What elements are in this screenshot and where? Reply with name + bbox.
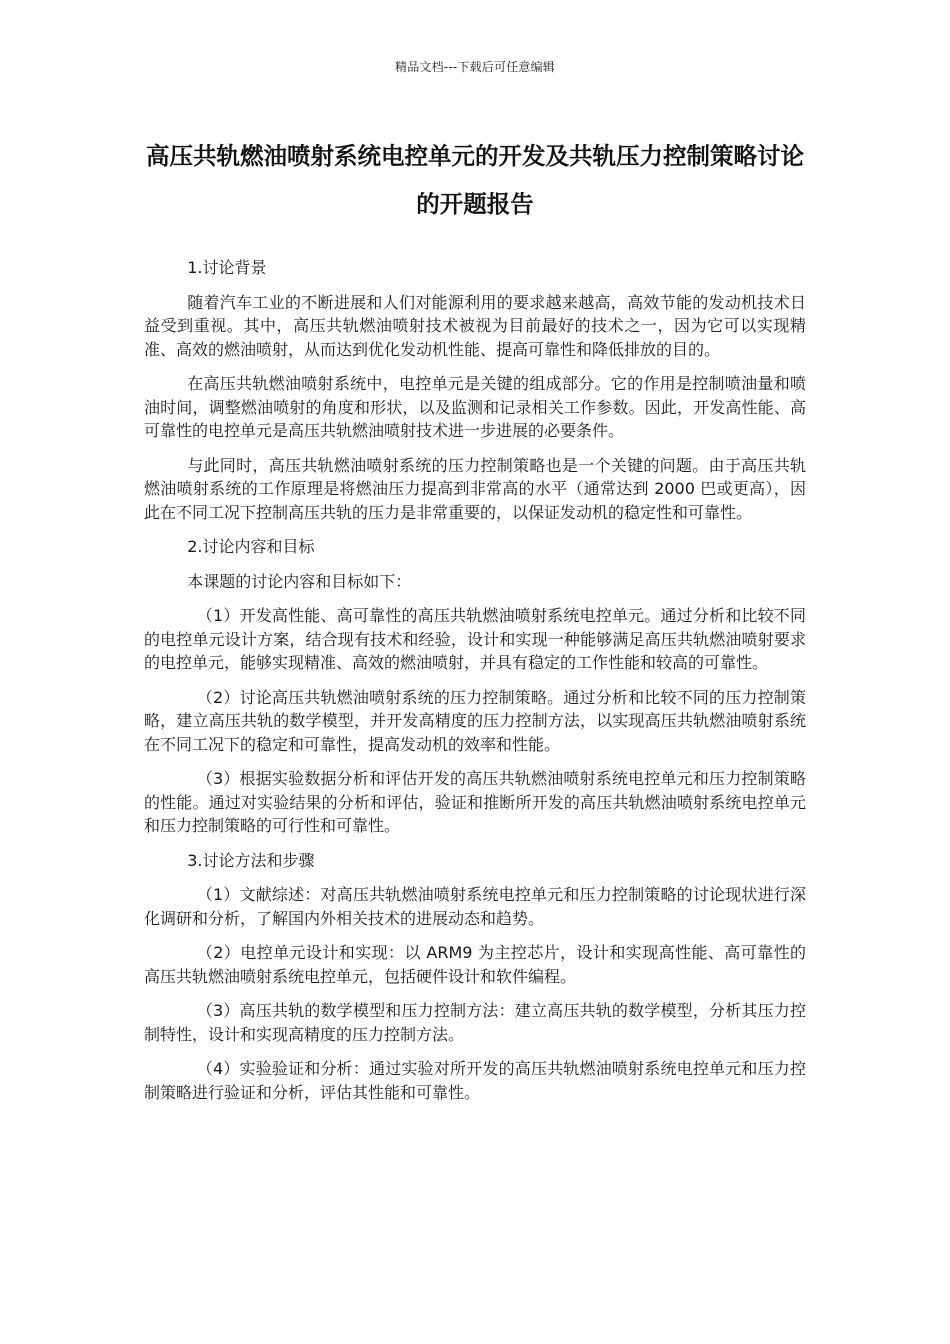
paragraph: 在高压共轨燃油喷射系统中，电控单元是关键的组成部分。它的作用是控制喷油量和喷油时间，调整燃油喷射的角度和形状，以及监测和记录相关工作参数。因此，开发高性能、高可靠性的电控单元是高压共轨燃油喷射技术进一步进展的必要条件。 [144, 374, 806, 440]
list-item: （2）讨论高压共轨燃油喷射系统的压力控制策略。通过分析和比较不同的压力控制策略，建立高压共轨的数学模型，并开发高精度的压力控制方法，以实现高压共轨燃油喷射系统在不同工况下的稳定和可靠性，提高发动机的效率和性能。 [144, 687, 806, 754]
paragraph: 与此同时，高压共轨燃油喷射系统的压力控制策略也是一个关键的问题。由于高压共轨燃油喷射系统的工作原理是将燃油压力提高到非常高的水平（通常达到 2000 巴或更高），因此在不同工况下控制高压共轨的压力是非常重要的，以保证发动机的稳定性和可靠性。 [144, 455, 806, 522]
document-body [144, 256, 806, 1115]
paragraph: 本课题的讨论内容和目标如下： [187, 571, 412, 591]
list-item: （3）根据实验数据分析和评估开发的高压共轨燃油喷射系统电控单元和压力控制策略的性能。通过对实验结果的分析和评估，验证和推断所开发的高压共轨燃油喷射系统电控单元和压力控制策略的可行性和可靠性。 [144, 769, 806, 835]
list-item: （3）高压共轨的数学模型和压力控制方法：建立高压共轨的数学模型，分析其压力控制特性，设计和实现高精度的压力控制方法。 [144, 1001, 806, 1044]
section-heading-content-goals: 2.讨论内容和目标 [187, 537, 315, 556]
list-item: （2）电控单元设计和实现：以 ARM9 为主控芯片，设计和实现高性能、高可靠性的高压共轨燃油喷射系统电控单元，包括硬件设计和软件编程。 [144, 943, 806, 986]
section-heading-background: 1.讨论背景 [187, 258, 267, 277]
list-item: （1）文献综述：对高压共轨燃油喷射系统电控单元和压力控制策略的讨论现状进行深化调研和分析，了解国内外相关技术的进展动态和趋势。 [144, 885, 806, 928]
paragraph: 随着汽车工业的不断进展和人们对能源利用的要求越来越高，高效节能的发动机技术日益受到重视。其中，高压共轨燃油喷射技术被视为目前最好的技术之一，因为它可以实现精准、高效的燃油喷射，从而达到优化发动机性能、提高可靠性和降低排放的目的。 [144, 292, 806, 359]
section-heading-methods: 3.讨论方法和步骤 [187, 850, 315, 870]
list-item: （4）实验验证和分析：通过实验对所开发的高压共轨燃油喷射系统电控单元和压力控制策略进行验证和分析，评估其性能和可靠性。 [144, 1059, 806, 1102]
list-item: （1）开发高性能、高可靠性的高压共轨燃油喷射系统电控单元。通过分析和比较不同的电控单元设计方案，结合现有技术和经验，设计和实现一种能够满足高压共轨燃油喷射要求的电控单元，能够实现精准、高效的燃油喷射，并具有稳定的工作性能和较高的可靠性。 [144, 606, 806, 672]
document-title: 高压共轨燃油喷射系统电控单元的开发及共轨压力控制策略讨论的开题报告 [146, 142, 804, 218]
header-note: 精品文档---下载后可任意编辑 [395, 60, 555, 74]
